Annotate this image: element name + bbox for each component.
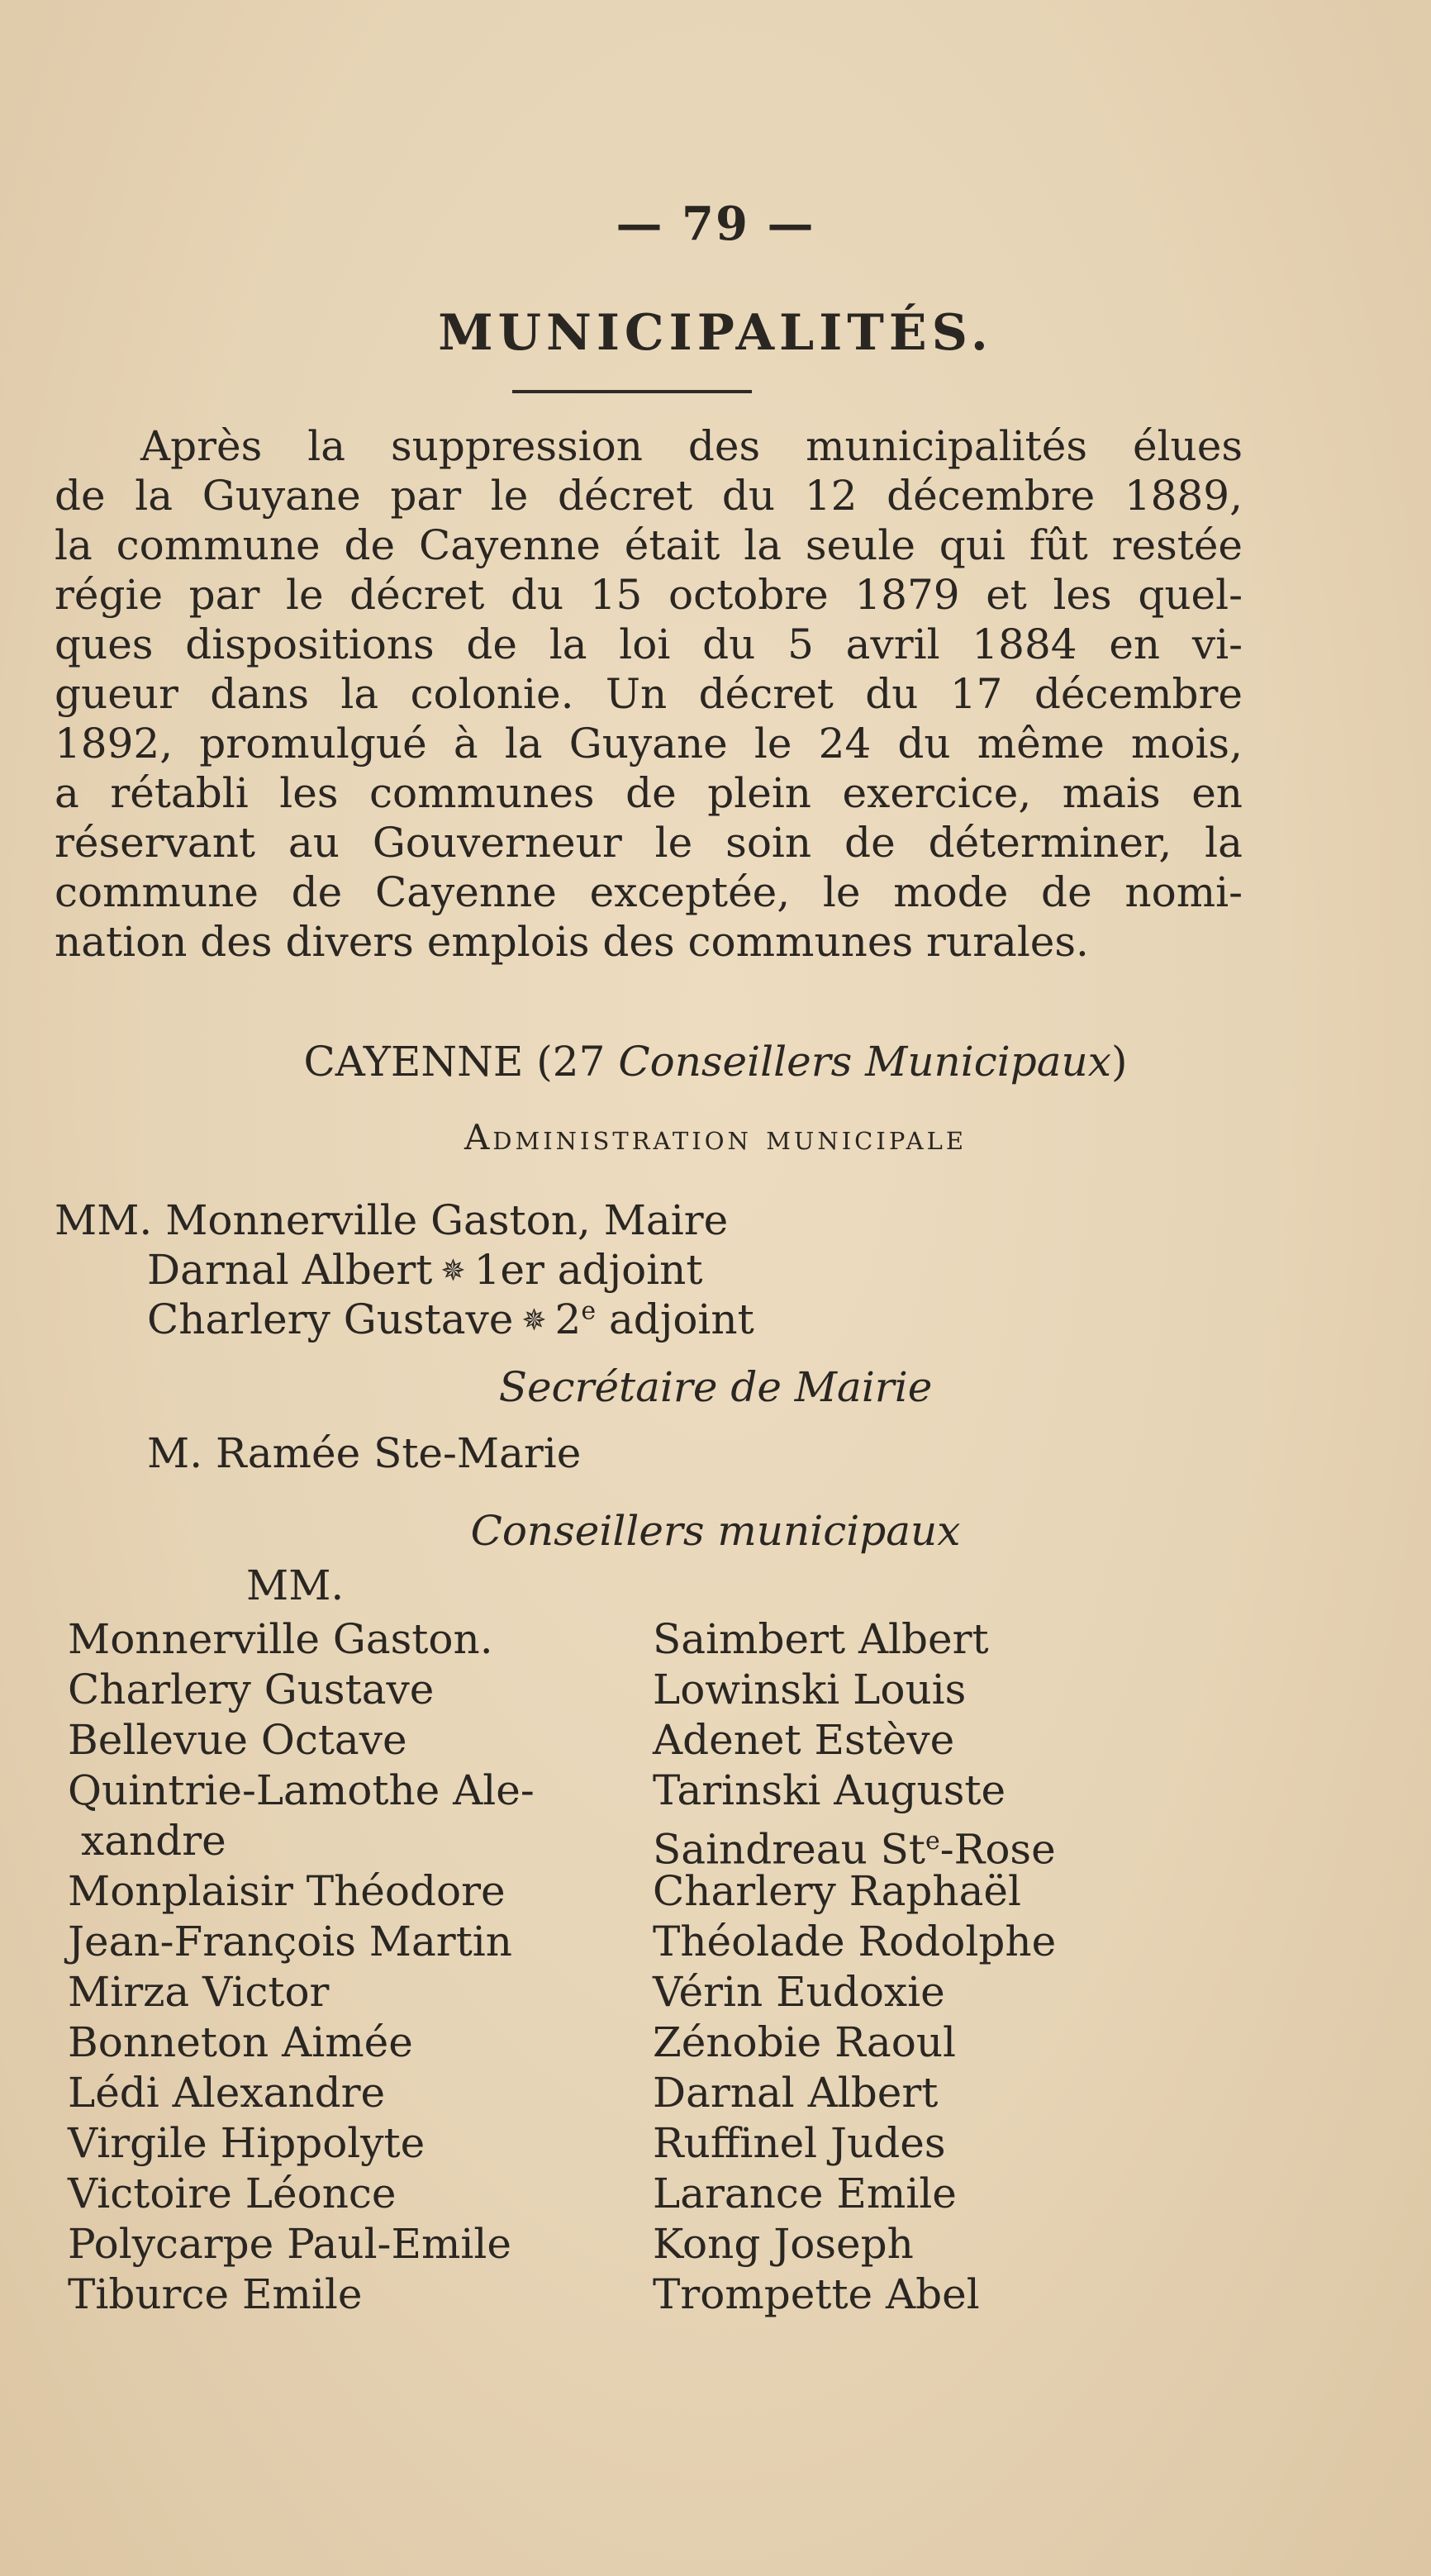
councillor-name: Monplaisir Théodore: [68, 1867, 506, 1915]
councillor-name: Mirza Victor: [68, 1968, 330, 2016]
councillor-name: Saimbert Albert: [653, 1615, 989, 1663]
second-deputy-name: Charlery Gustave: [147, 1295, 514, 1343]
councillor-name: Lowinski Louis: [653, 1666, 967, 1713]
councillor-suffix: -Rose: [939, 1825, 1056, 1874]
paragraph-line: la commune de Cayenne était la seule qui fût restée: [55, 521, 1243, 569]
decoration-icon: ✵: [521, 1304, 547, 1338]
councillor-name: Charlery Gustave: [68, 1666, 435, 1713]
city-name: CAYENNE: [303, 1038, 524, 1086]
paragraph-line: gueur dans la colonie. Un décret du 17 décembre: [55, 670, 1243, 718]
councillor-name: Monnerville Gaston.: [68, 1615, 493, 1663]
councillor-name: Larance Emile: [653, 2170, 957, 2217]
second-deputy-line: [147, 1295, 754, 1343]
decoration-icon: ✵: [440, 1254, 466, 1288]
mayor-line: [55, 1196, 728, 1244]
paragraph-line: nation des divers emplois des communes rurales.: [55, 918, 1089, 966]
paragraph-line: ques dispositions de la loi du 5 avril 1884 en vi-: [55, 620, 1243, 668]
first-deputy-line: [147, 1246, 702, 1294]
mayor: Monnerville Gaston, Maire: [165, 1196, 729, 1244]
paragraph-line: 1892, promulgué à la Guyane le 24 du même mois,: [55, 720, 1243, 768]
administration-prefix: MM.: [55, 1196, 153, 1244]
councillor-name: xandre: [81, 1817, 226, 1865]
administration-heading: Administration municipale: [464, 1117, 967, 1157]
councillor-name: Zénobie Raoul: [653, 2018, 957, 2066]
second-deputy-number: 2: [554, 1295, 582, 1343]
city-close-paren: ): [1110, 1038, 1128, 1086]
second-deputy-title: adjoint: [609, 1295, 754, 1343]
councillor-name: Charlery Raphaël: [653, 1867, 1021, 1915]
councillor-name: Bellevue Octave: [68, 1716, 407, 1764]
councillor-name: Darnal Albert: [653, 2069, 939, 2117]
paragraph-line: de la Guyane par le décret du 12 décembre 1889,: [55, 472, 1243, 520]
councillor-name-saindreau: [653, 1816, 1056, 1874]
councillor-name: Vérin Eudoxie: [653, 1968, 945, 2016]
councillor-name: Jean-François Martin: [68, 1918, 512, 1965]
first-deputy-name: Darnal Albert: [147, 1246, 433, 1294]
councillor-name: Tiburce Emile: [68, 2270, 363, 2318]
paragraph-line: réservant au Gouverneur le soin de déterminer, la: [55, 819, 1243, 867]
councillor-name: Saindreau St: [653, 1825, 926, 1874]
section-title: MUNICIPALITÉS.: [438, 304, 993, 362]
city-count: (27: [536, 1038, 606, 1086]
councillor-name: Trompette Abel: [653, 2270, 980, 2318]
councillor-name: Adenet Estève: [653, 1716, 955, 1764]
councillor-name: Théolade Rodolphe: [653, 1918, 1057, 1965]
councillor-superscript: e: [925, 1827, 940, 1856]
paragraph-line: commune de Cayenne exceptée, le mode de nomi-: [55, 868, 1243, 916]
councillor-name: Quintrie-Lamothe Ale-: [68, 1766, 535, 1814]
paragraph-line: régie par le décret du 15 octobre 1879 et les quel-: [55, 571, 1243, 619]
councillor-name: Tarinski Auguste: [653, 1766, 1006, 1814]
city-count-label: Conseillers Municipaux: [618, 1038, 1111, 1086]
councillor-name: Lédi Alexandre: [68, 2069, 386, 2117]
councillor-name: Kong Joseph: [653, 2220, 914, 2268]
councillors-right-column: [653, 1614, 1056, 2320]
second-deputy-superscript: e: [581, 1296, 597, 1326]
councillor-name: Virgile Hippolyte: [68, 2119, 425, 2167]
city-heading: [0, 1038, 1431, 1086]
paragraph-line: a rétabli les communes de plein exercice, mais en: [55, 769, 1243, 817]
page-number: — 79 —: [616, 197, 815, 251]
councillor-name: Victoire Léonce: [68, 2170, 397, 2217]
title-rule: [512, 390, 752, 393]
councillors-heading: Conseillers municipaux: [470, 1507, 961, 1555]
councillor-name: Bonneton Aimée: [68, 2018, 413, 2066]
councillor-name: Ruffinel Judes: [653, 2119, 946, 2167]
first-deputy-title: 1er adjoint: [473, 1246, 703, 1294]
councillors-prefix: MM.: [246, 1561, 345, 1609]
secretary-name: M. Ramée Ste-Marie: [147, 1429, 582, 1477]
secretary-heading: Secrétaire de Mairie: [498, 1363, 933, 1411]
councillors-left-column: [68, 1614, 535, 2320]
intro-paragraph: [55, 421, 1243, 967]
councillor-name: Polycarpe Paul-Emile: [68, 2220, 511, 2268]
paragraph-line: Après la suppression des municipalités élues: [140, 422, 1243, 470]
